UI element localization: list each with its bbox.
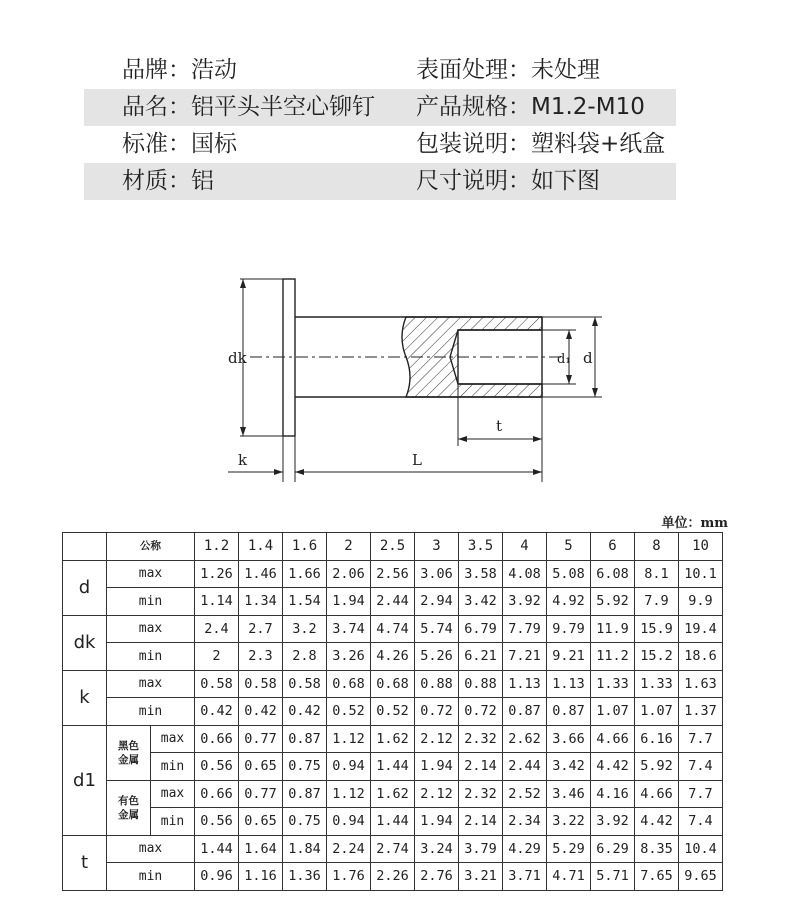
value-cell: 2.14	[459, 808, 503, 836]
value-cell: 4.66	[591, 725, 635, 753]
value-cell: 0.87	[283, 725, 327, 753]
subgroup-label: 有色 金属	[107, 780, 151, 835]
value-cell: 1.34	[239, 588, 283, 616]
value-cell: 1.63	[679, 670, 723, 698]
size-header: 10	[679, 533, 723, 561]
value-cell: 0.75	[283, 753, 327, 781]
value-cell: 5.74	[415, 615, 459, 643]
value-cell: 0.66	[195, 725, 239, 753]
value-cell: 0.77	[239, 725, 283, 753]
value-cell: 2.32	[459, 780, 503, 808]
value-cell: 3.21	[459, 863, 503, 891]
value-cell: 11.9	[591, 615, 635, 643]
product-info	[84, 52, 676, 200]
value-cell: 2.44	[371, 588, 415, 616]
value-cell: 3.42	[459, 588, 503, 616]
value-cell: 0.42	[239, 698, 283, 726]
value-cell: 0.65	[239, 753, 283, 781]
value-cell: 2.56	[371, 560, 415, 588]
value-cell: 2.44	[503, 753, 547, 781]
value-cell: 2.34	[503, 808, 547, 836]
label-L: L	[412, 451, 422, 469]
value-cell: 0.56	[195, 808, 239, 836]
value-cell: 7.7	[679, 780, 723, 808]
value-cell: 7.65	[635, 863, 679, 891]
info-row-standard	[84, 126, 676, 163]
value-cell: 1.12	[327, 780, 371, 808]
value-cell: 6.08	[591, 560, 635, 588]
value-cell: 1.94	[415, 808, 459, 836]
value-cell: 2.3	[239, 643, 283, 671]
value-cell: 9.21	[547, 643, 591, 671]
value-cell: 1.94	[327, 588, 371, 616]
value-cell: 0.65	[239, 808, 283, 836]
value-cell: 1.07	[635, 698, 679, 726]
value-cell: 6.16	[635, 725, 679, 753]
value-cell: 2.8	[283, 643, 327, 671]
label-d: d	[583, 349, 593, 367]
table-row	[63, 863, 723, 891]
size-header: 5	[547, 533, 591, 561]
size-header: 1.4	[239, 533, 283, 561]
size-header: 8	[635, 533, 679, 561]
value-cell: 0.68	[327, 670, 371, 698]
value-cell: 1.13	[547, 670, 591, 698]
table-row	[63, 643, 723, 671]
value-cell: 2.4	[195, 615, 239, 643]
label-t: t	[496, 417, 503, 435]
size-header: 4	[503, 533, 547, 561]
value-cell: 2.76	[415, 863, 459, 891]
value-cell: 7.4	[679, 753, 723, 781]
table-row	[63, 588, 723, 616]
value-cell: 2.52	[503, 780, 547, 808]
value-cell: 0.88	[459, 670, 503, 698]
value-cell: 0.66	[195, 780, 239, 808]
group-label-d1: d1	[63, 725, 107, 835]
value-cell: 3.92	[503, 588, 547, 616]
value-cell: 1.66	[283, 560, 327, 588]
value-cell: 4.42	[635, 808, 679, 836]
value-cell: 1.37	[679, 698, 723, 726]
value-cell: 0.52	[371, 698, 415, 726]
spec-table	[62, 532, 723, 891]
value-cell: 7.4	[679, 808, 723, 836]
value-cell: 0.52	[327, 698, 371, 726]
value-cell: 2.26	[371, 863, 415, 891]
value-cell: 0.87	[547, 698, 591, 726]
unit-label: 单位：mm	[661, 516, 728, 531]
label-d1: d₁	[557, 352, 571, 367]
value-cell: 3.58	[459, 560, 503, 588]
value-cell: 4.26	[371, 643, 415, 671]
table-row	[63, 780, 723, 808]
value-cell: 9.79	[547, 615, 591, 643]
value-cell: 6.79	[459, 615, 503, 643]
row-label-max: max	[151, 780, 195, 808]
label-k: k	[238, 451, 248, 469]
value-cell: 15.2	[635, 643, 679, 671]
packaging-text: 包装说明：塑料袋+纸盒	[416, 131, 666, 157]
row-label-max: max	[107, 615, 195, 643]
value-cell: 0.58	[283, 670, 327, 698]
value-cell: 0.94	[327, 753, 371, 781]
size-header: 1.6	[283, 533, 327, 561]
value-cell: 2.62	[503, 725, 547, 753]
value-cell: 2.12	[415, 780, 459, 808]
value-cell: 1.94	[415, 753, 459, 781]
value-cell: 1.12	[327, 725, 371, 753]
info-row-brand	[84, 52, 676, 89]
value-cell: 5.29	[547, 835, 591, 863]
value-cell: 10.4	[679, 835, 723, 863]
value-cell: 0.72	[415, 698, 459, 726]
table-row	[63, 753, 723, 781]
value-cell: 0.56	[195, 753, 239, 781]
table-row	[63, 670, 723, 698]
value-cell: 7.7	[679, 725, 723, 753]
label-dk: dk	[228, 349, 247, 367]
group-label-t: t	[63, 835, 107, 890]
value-cell: 1.16	[239, 863, 283, 891]
row-label-max: max	[107, 670, 195, 698]
value-cell: 1.54	[283, 588, 327, 616]
row-label-max: max	[151, 725, 195, 753]
value-cell: 1.13	[503, 670, 547, 698]
size-header: 2	[327, 533, 371, 561]
table-row	[63, 835, 723, 863]
value-cell: 4.92	[547, 588, 591, 616]
value-cell: 11.2	[591, 643, 635, 671]
table-row	[63, 725, 723, 753]
value-cell: 0.96	[195, 863, 239, 891]
value-cell: 0.94	[327, 808, 371, 836]
size-header: 3.5	[459, 533, 503, 561]
value-cell: 4.66	[635, 780, 679, 808]
value-cell: 2.12	[415, 725, 459, 753]
value-cell: 8.1	[635, 560, 679, 588]
value-cell: 0.72	[459, 698, 503, 726]
value-cell: 8.35	[635, 835, 679, 863]
brand-text: 品牌：浩动	[122, 57, 237, 83]
value-cell: 1.46	[239, 560, 283, 588]
row-label-min: min	[107, 643, 195, 671]
value-cell: 18.6	[679, 643, 723, 671]
value-cell: 3.26	[327, 643, 371, 671]
table-row	[63, 560, 723, 588]
table-row	[63, 615, 723, 643]
value-cell: 3.22	[547, 808, 591, 836]
value-cell: 1.33	[591, 670, 635, 698]
value-cell: 4.16	[591, 780, 635, 808]
nominal-label: 公称	[107, 533, 195, 561]
value-cell: 5.71	[591, 863, 635, 891]
size-header: 2.5	[371, 533, 415, 561]
value-cell: 1.14	[195, 588, 239, 616]
table-row	[63, 698, 723, 726]
value-cell: 19.4	[679, 615, 723, 643]
value-cell: 2.24	[327, 835, 371, 863]
value-cell: 1.44	[371, 753, 415, 781]
subgroup-label: 黑色 金属	[107, 725, 151, 780]
value-cell: 1.62	[371, 780, 415, 808]
rivet-drawing-svg	[210, 262, 610, 488]
value-cell: 2.94	[415, 588, 459, 616]
info-row-product-name	[84, 89, 676, 126]
row-label-min: min	[107, 863, 195, 891]
value-cell: 4.74	[371, 615, 415, 643]
header-blank	[63, 533, 107, 561]
value-cell: 0.42	[195, 698, 239, 726]
value-cell: 0.42	[283, 698, 327, 726]
value-cell: 3.42	[547, 753, 591, 781]
info-row-material	[84, 163, 676, 200]
group-label-k: k	[63, 670, 107, 725]
value-cell: 1.62	[371, 725, 415, 753]
value-cell: 2	[195, 643, 239, 671]
value-cell: 10.1	[679, 560, 723, 588]
value-cell: 3.79	[459, 835, 503, 863]
value-cell: 2.06	[327, 560, 371, 588]
value-cell: 0.68	[371, 670, 415, 698]
value-cell: 3.24	[415, 835, 459, 863]
size-note-text: 尺寸说明：如下图	[416, 168, 600, 194]
value-cell: 2.14	[459, 753, 503, 781]
standard-text: 标准：国标	[122, 131, 237, 157]
value-cell: 1.36	[283, 863, 327, 891]
value-cell: 3.92	[591, 808, 635, 836]
row-label-min: min	[151, 753, 195, 781]
value-cell: 0.88	[415, 670, 459, 698]
material-text: 材质：铝	[122, 168, 214, 194]
product-name-text: 品名：铝平头半空心铆钉	[122, 94, 375, 120]
table-row	[63, 808, 723, 836]
value-cell: 3.2	[283, 615, 327, 643]
row-label-min: min	[107, 588, 195, 616]
row-label-min: min	[151, 808, 195, 836]
value-cell: 4.71	[547, 863, 591, 891]
value-cell: 1.33	[635, 670, 679, 698]
value-cell: 7.9	[635, 588, 679, 616]
value-cell: 5.92	[591, 588, 635, 616]
value-cell: 1.07	[591, 698, 635, 726]
value-cell: 9.65	[679, 863, 723, 891]
value-cell: 0.58	[195, 670, 239, 698]
value-cell: 7.79	[503, 615, 547, 643]
value-cell: 1.64	[239, 835, 283, 863]
surface-treatment-text: 表面处理：未处理	[416, 57, 600, 83]
value-cell: 0.58	[239, 670, 283, 698]
row-label-min: min	[107, 698, 195, 726]
value-cell: 3.46	[547, 780, 591, 808]
group-label-d: d	[63, 560, 107, 615]
value-cell: 2.32	[459, 725, 503, 753]
value-cell: 0.75	[283, 808, 327, 836]
value-cell: 1.26	[195, 560, 239, 588]
value-cell: 2.74	[371, 835, 415, 863]
rivet-drawing	[210, 262, 610, 488]
value-cell: 0.77	[239, 780, 283, 808]
value-cell: 1.84	[283, 835, 327, 863]
value-cell: 4.08	[503, 560, 547, 588]
value-cell: 4.42	[591, 753, 635, 781]
value-cell: 0.87	[283, 780, 327, 808]
value-cell: 6.29	[591, 835, 635, 863]
value-cell: 6.21	[459, 643, 503, 671]
value-cell: 3.71	[503, 863, 547, 891]
value-cell: 1.44	[371, 808, 415, 836]
size-header: 6	[591, 533, 635, 561]
value-cell: 3.66	[547, 725, 591, 753]
value-cell: 5.08	[547, 560, 591, 588]
value-cell: 2.7	[239, 615, 283, 643]
value-cell: 4.29	[503, 835, 547, 863]
value-cell: 0.87	[503, 698, 547, 726]
value-cell: 3.06	[415, 560, 459, 588]
size-header: 1.2	[195, 533, 239, 561]
value-cell: 5.92	[635, 753, 679, 781]
value-cell: 9.9	[679, 588, 723, 616]
row-label-max: max	[107, 835, 195, 863]
product-spec-text: 产品规格：M1.2-M10	[416, 94, 645, 120]
value-cell: 15.9	[635, 615, 679, 643]
size-header: 3	[415, 533, 459, 561]
value-cell: 1.44	[195, 835, 239, 863]
row-label-max: max	[107, 560, 195, 588]
value-cell: 5.26	[415, 643, 459, 671]
group-label-dk: dk	[63, 615, 107, 670]
header-row	[63, 533, 723, 561]
value-cell: 7.21	[503, 643, 547, 671]
value-cell: 1.76	[327, 863, 371, 891]
value-cell: 3.74	[327, 615, 371, 643]
